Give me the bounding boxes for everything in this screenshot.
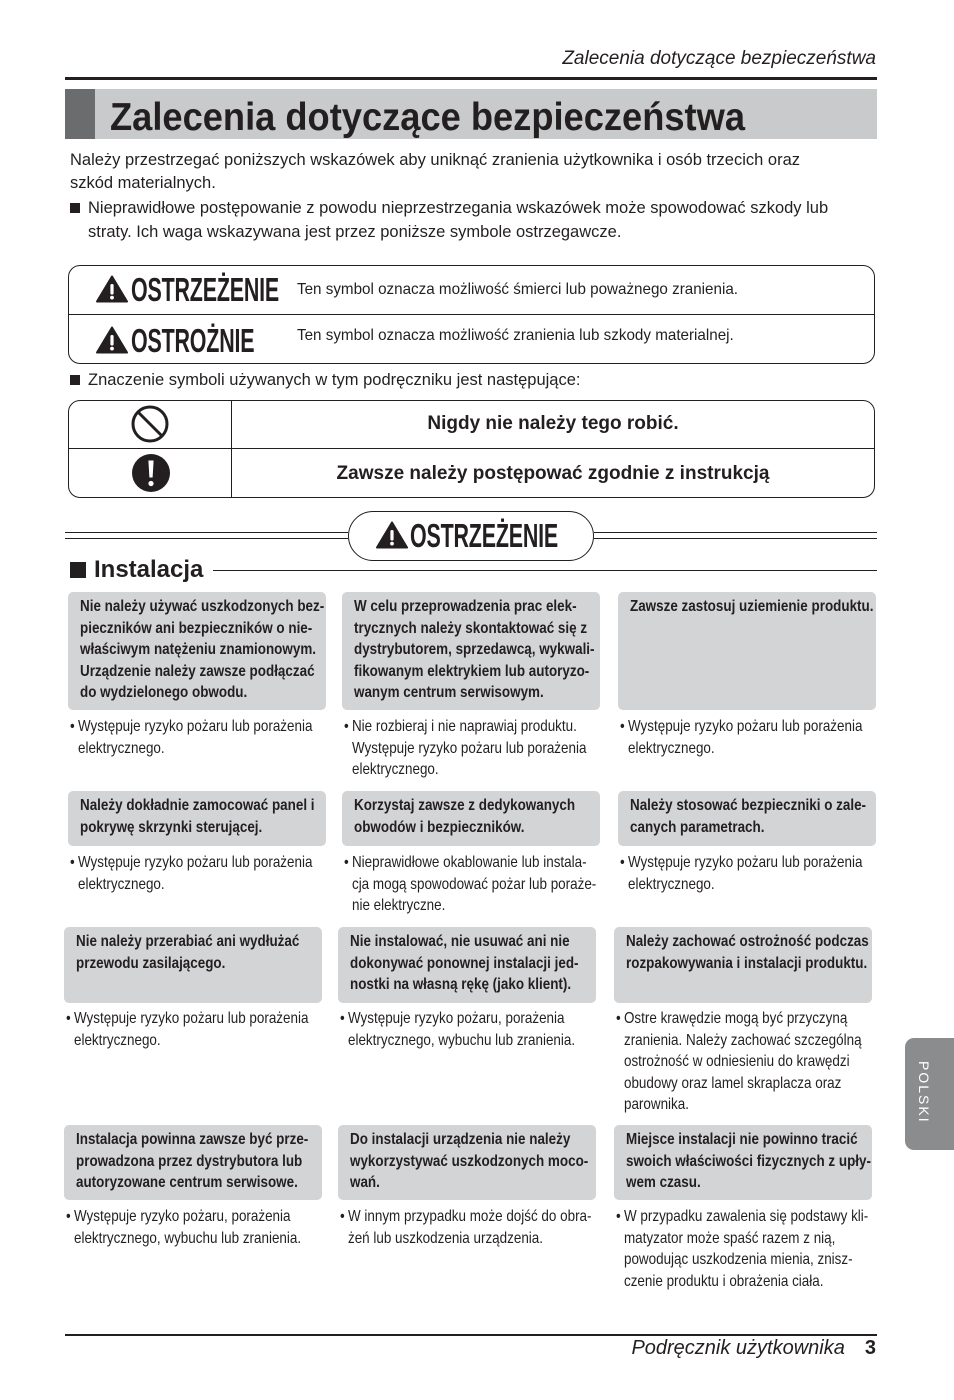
instruction-text: Miejsce instalacji nie powinno tracić swoich właściwości fizycznych z upły- wem czasu. — [626, 1131, 871, 1192]
page-title: Zalecenia dotyczące bezpieczeństwa — [110, 96, 746, 139]
instruction-box — [68, 592, 326, 710]
bullet-icon: • — [66, 1208, 71, 1225]
consequence-note — [344, 716, 586, 781]
section-title: Instalacja — [94, 556, 204, 583]
consequence-note — [70, 852, 312, 895]
language-tab-label: POLSKI — [916, 1061, 932, 1124]
warning-triangle-icon — [376, 521, 408, 549]
consequence-text: W przypadku zawalenia się podstawy kli- matyzator może spaść razem z nią, powodując uszkodzenia mienia, znisz- czenie produktu i obrażenia ciała. — [623, 1208, 869, 1290]
instruction-text: Należy dokładnie zamocować panel i pokrywę skrzynki sterującej. — [80, 797, 315, 836]
prohibition-icon — [130, 404, 170, 444]
consequence-note — [616, 1206, 868, 1292]
banner-line — [65, 532, 348, 533]
symbols-intro-text: Znaczenie symboli używanych w tym podręczniku jest następujące: — [88, 371, 581, 389]
instruction-text: Należy stosować bezpieczniki o zale- canych parametrach. — [630, 797, 867, 836]
instruction-text: Instalacja powinna zawsze być prze- prowadzona przez dystrybutora lub autoryzowane centrum serwisowe. — [76, 1131, 309, 1192]
square-bullet-icon — [70, 562, 86, 578]
instruction-text: Nie należy używać uszkodzonych bez- pieczników ani bezpieczników o nie- właściwym natężeniu znamionowym. Urządzenie należy zawsze podłączać do wydzielonego obwodu. — [80, 598, 325, 702]
consequence-text: Występuje ryzyko pożaru lub porażenia elektrycznego. — [627, 854, 863, 893]
instruction-box — [68, 791, 326, 846]
consequence-note — [620, 716, 862, 759]
banner-line — [594, 532, 877, 533]
instruction-box — [614, 927, 872, 1003]
consequence-text: Występuje ryzyko pożaru, porażenia elektrycznego, wybuchu lub zranienia. — [347, 1010, 576, 1049]
instruction-text: Korzystaj zawsze z dedykowanych obwodów i bezpieczników. — [354, 797, 576, 836]
instruction-box — [614, 1125, 872, 1200]
bullet-icon: • — [340, 1010, 345, 1027]
consequence-note — [66, 1008, 308, 1051]
bullet-icon: • — [616, 1208, 621, 1225]
consequence-note — [70, 716, 312, 759]
signal-word-caution-description: Ten symbol oznacza możliwość zranienia lub szkody materialnej. — [297, 327, 734, 344]
bullet-icon: • — [70, 718, 75, 735]
consequence-note — [340, 1008, 575, 1051]
symbols-table-row-divider — [68, 448, 875, 449]
consequence-text: Występuje ryzyko pożaru, porażenia elektrycznego, wybuchu lub zranienia. — [73, 1208, 302, 1247]
instruction-box — [338, 1125, 596, 1200]
instruction-box — [64, 1125, 322, 1200]
warning-banner-label: OSTRZEŻENIE — [410, 517, 559, 554]
header-rule — [65, 77, 877, 80]
bullet-icon: • — [344, 854, 349, 871]
intro-paragraph: Należy przestrzegać poniższych wskazówek aby uniknąć zranienia użytkownika i osób trzecich oraz szkód materialnych. — [70, 151, 800, 192]
consequence-note — [340, 1206, 592, 1249]
signal-words-divider — [68, 314, 875, 315]
instruction-text: W celu przeprowadzenia prac elek- trycznych należy skontaktować się z dystrybutorem, sprzedawcą, wykwali- fikowanym elektrykiem lub autoryzo- wanym centrum serwisowym. — [354, 598, 595, 702]
mandatory-action-icon — [131, 453, 171, 493]
consequence-note — [66, 1206, 301, 1249]
signal-word-warning: OSTRZEŻENIE — [131, 271, 280, 308]
instruction-box — [338, 927, 596, 1003]
consequence-note — [620, 852, 862, 895]
warning-triangle-icon — [96, 275, 128, 303]
bullet-icon: • — [620, 718, 625, 735]
consequence-text: W innym przypadku może dojść do obra- żeń lub uszkodzenia urządzenia. — [347, 1208, 592, 1247]
running-title: Zalecenia dotyczące bezpieczeństwa — [562, 48, 876, 69]
bullet-icon: • — [70, 854, 75, 871]
page-number: 3 — [864, 1337, 876, 1359]
square-bullet-icon — [70, 375, 80, 385]
bullet-icon: • — [616, 1010, 621, 1027]
instruction-text: Do instalacji urządzenia nie należy wykorzystywać uszkodzonych moco- wań. — [350, 1131, 589, 1192]
instruction-text: Nie instalować, nie usuwać ani nie dokonywać ponownej instalacji jed- nostki na własną rękę (jako klient). — [350, 933, 579, 994]
language-tab — [905, 1038, 954, 1150]
square-bullet-icon — [70, 203, 80, 213]
consequence-note — [344, 852, 596, 917]
instruction-box — [618, 791, 876, 846]
banner-line — [65, 538, 348, 539]
instruction-text: Nie należy przerabiać ani wydłużać przewodu zasilającego. — [76, 933, 300, 972]
instruction-text: Należy zachować ostrożność podczas rozpakowywania i instalacji produktu. — [626, 933, 869, 972]
instruction-box — [342, 592, 600, 710]
section-title-rule — [213, 570, 877, 571]
consequence-text: Występuje ryzyko pożaru lub porażenia elektrycznego. — [77, 718, 313, 757]
bullet-icon: • — [66, 1010, 71, 1027]
instruction-box — [618, 592, 876, 710]
symbol-mandatory-meaning: Zawsze należy postępować zgodnie z instrukcją — [336, 463, 770, 484]
consequence-text: Występuje ryzyko pożaru lub porażenia elektrycznego. — [627, 718, 863, 757]
instruction-box — [342, 791, 600, 846]
bullet-icon: • — [340, 1208, 345, 1225]
consequence-text: Ostre krawędzie mogą być przyczyną zranienia. Należy zachować szczególną ostrożność w odniesieniu do krawędzi obudowy oraz lamel skraplacza oraz parownika. — [623, 1010, 862, 1114]
instruction-box — [64, 927, 322, 1003]
footer-title: Podręcznik użytkownika — [631, 1337, 845, 1359]
symbol-prohibition-meaning: Nigdy nie należy tego robić. — [427, 413, 679, 434]
title-bar — [65, 89, 877, 139]
footer — [65, 1336, 876, 1360]
consequence-text: Występuje ryzyko pożaru lub porażenia elektrycznego. — [73, 1010, 309, 1049]
consequence-text: Nie rozbieraj i nie naprawiaj produktu. Występuje ryzyko pożaru lub porażenia elektrycznego. — [351, 718, 587, 779]
banner-line — [594, 538, 877, 539]
bullet-icon: • — [344, 718, 349, 735]
intro-bullet-text: Nieprawidłowe postępowanie z powodu nieprzestrzegania wskazówek może spowodować szkody lub straty. Ich waga wskazywana jest przez poniższe symbole ostrzegawcze. — [88, 199, 829, 241]
instruction-text: Zawsze zastosuj uziemienie produktu. — [630, 598, 874, 615]
consequence-text: Występuje ryzyko pożaru lub porażenia elektrycznego. — [77, 854, 313, 893]
title-accent-block — [65, 89, 95, 139]
signal-word-caution: OSTROŻNIE — [131, 322, 255, 359]
signal-word-warning-description: Ten symbol oznacza możliwość śmierci lub poważnego zranienia. — [297, 281, 739, 298]
bullet-icon: • — [620, 854, 625, 871]
consequence-text: Nieprawidłowe okablowanie lub instala- cja mogą spowodować pożar lub poraże- nie elektryczne. — [351, 854, 597, 915]
consequence-note — [616, 1008, 862, 1116]
warning-triangle-icon — [96, 326, 128, 354]
